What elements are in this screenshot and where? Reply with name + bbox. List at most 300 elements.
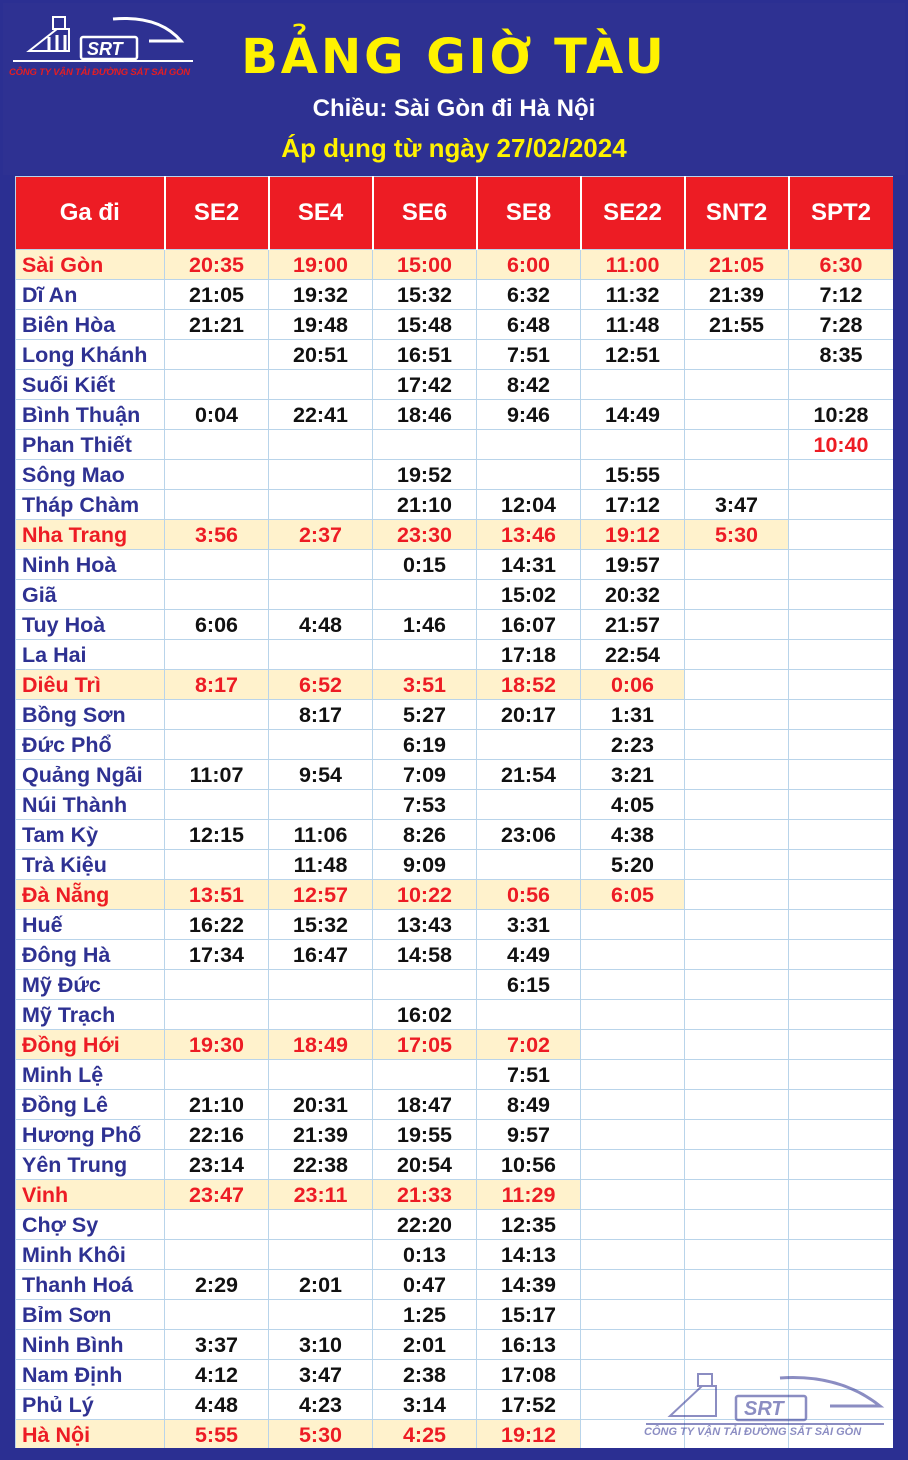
- departure-time: 4:49: [477, 940, 581, 970]
- departure-time: 20:31: [269, 1090, 373, 1120]
- departure-time: [685, 910, 789, 940]
- departure-time: [581, 1030, 685, 1060]
- table-row: [16, 1210, 894, 1240]
- effective-date: Áp dụng từ ngày 27/02/2024: [281, 133, 627, 163]
- station-name: Minh Lệ: [16, 1060, 165, 1090]
- timetable-body: [16, 250, 894, 1449]
- logo-caption: CÔNG TY VẬN TẢI ĐƯỜNG SẮT SÀI GÒN: [9, 67, 190, 78]
- departure-time: 16:22: [165, 910, 269, 940]
- departure-time: [165, 580, 269, 610]
- departure-time: [373, 430, 477, 460]
- departure-time: 21:05: [165, 280, 269, 310]
- departure-time: 9:54: [269, 760, 373, 790]
- departure-time: [269, 1060, 373, 1090]
- departure-time: [165, 1000, 269, 1030]
- departure-time: 4:25: [373, 1420, 477, 1449]
- station-name: Mỹ Trạch: [16, 1000, 165, 1030]
- table-row: [16, 970, 894, 1000]
- station-name: Sài Gòn: [16, 250, 165, 280]
- station-name: Bình Thuận: [16, 400, 165, 430]
- departure-time: [477, 430, 581, 460]
- departure-time: 6:15: [477, 970, 581, 1000]
- station-name: Suối Kiết: [16, 370, 165, 400]
- departure-time: [373, 640, 477, 670]
- departure-time: 2:37: [269, 520, 373, 550]
- table-header-row: [16, 177, 894, 250]
- departure-time: [789, 580, 894, 610]
- departure-time: [165, 1060, 269, 1090]
- major-station-row: [16, 1030, 894, 1060]
- departure-time: [685, 1270, 789, 1300]
- departure-time: [685, 970, 789, 1000]
- departure-time: 14:58: [373, 940, 477, 970]
- departure-time: [165, 370, 269, 400]
- departure-time: 12:04: [477, 490, 581, 520]
- departure-time: [789, 910, 894, 940]
- departure-time: 0:56: [477, 880, 581, 910]
- departure-time: [685, 580, 789, 610]
- departure-time: 18:46: [373, 400, 477, 430]
- departure-time: [789, 760, 894, 790]
- table-row: [16, 280, 894, 310]
- departure-time: [789, 1030, 894, 1060]
- logo-text: SRT: [87, 39, 123, 59]
- departure-time: 0:13: [373, 1240, 477, 1270]
- departure-time: 21:54: [477, 760, 581, 790]
- departure-time: [165, 460, 269, 490]
- departure-time: 13:46: [477, 520, 581, 550]
- departure-time: 17:18: [477, 640, 581, 670]
- departure-time: [269, 430, 373, 460]
- column-header-train: SNT2: [685, 177, 789, 250]
- major-station-row: [16, 1180, 894, 1210]
- departure-time: [581, 370, 685, 400]
- departure-time: [269, 460, 373, 490]
- departure-time: [477, 850, 581, 880]
- departure-time: 2:01: [269, 1270, 373, 1300]
- departure-time: 21:55: [685, 310, 789, 340]
- departure-time: [269, 640, 373, 670]
- departure-time: [789, 1240, 894, 1270]
- station-name: Núi Thành: [16, 790, 165, 820]
- direction-subtitle: Chiều: Sài Gòn đi Hà Nội: [312, 95, 596, 122]
- departure-time: 15:17: [477, 1300, 581, 1330]
- departure-time: 21:39: [269, 1120, 373, 1150]
- departure-time: 17:42: [373, 370, 477, 400]
- departure-time: [789, 970, 894, 1000]
- page-title: BẢNG GIỜ TÀU: [241, 29, 667, 85]
- departure-time: [269, 1300, 373, 1330]
- station-name: Đồng Hới: [16, 1030, 165, 1060]
- station-name: Vinh: [16, 1180, 165, 1210]
- departure-time: 22:16: [165, 1120, 269, 1150]
- departure-time: [685, 1090, 789, 1120]
- departure-time: [269, 550, 373, 580]
- header: [3, 3, 905, 175]
- departure-time: [789, 820, 894, 850]
- departure-time: 13:43: [373, 910, 477, 940]
- departure-time: 12:57: [269, 880, 373, 910]
- table-row: [16, 1000, 894, 1030]
- departure-time: [789, 610, 894, 640]
- departure-time: 1:46: [373, 610, 477, 640]
- departure-time: [789, 490, 894, 520]
- departure-time: 11:48: [581, 310, 685, 340]
- departure-time: 3:56: [165, 520, 269, 550]
- departure-time: [789, 790, 894, 820]
- departure-time: [373, 580, 477, 610]
- table-row: [16, 1300, 894, 1330]
- station-name: Long Khánh: [16, 340, 165, 370]
- departure-time: 21:39: [685, 280, 789, 310]
- table-row: [16, 370, 894, 400]
- departure-time: 10:28: [789, 400, 894, 430]
- station-name: Phủ Lý: [16, 1390, 165, 1420]
- departure-time: [269, 580, 373, 610]
- station-name: Tam Kỳ: [16, 820, 165, 850]
- departure-time: [581, 1090, 685, 1120]
- departure-time: [269, 790, 373, 820]
- station-name: Minh Khôi: [16, 1240, 165, 1270]
- station-name: Chợ Sy: [16, 1210, 165, 1240]
- departure-time: 20:35: [165, 250, 269, 280]
- station-name: Thanh Hoá: [16, 1270, 165, 1300]
- departure-time: 18:47: [373, 1090, 477, 1120]
- departure-time: [789, 640, 894, 670]
- departure-time: [165, 970, 269, 1000]
- departure-time: 4:23: [269, 1390, 373, 1420]
- departure-time: [269, 730, 373, 760]
- departure-time: [685, 1180, 789, 1210]
- departure-time: [165, 340, 269, 370]
- departure-time: [685, 1210, 789, 1240]
- station-name: Sông Mao: [16, 460, 165, 490]
- station-name: Biên Hòa: [16, 310, 165, 340]
- departure-time: 22:20: [373, 1210, 477, 1240]
- footer-logo-caption: CÔNG TY VẬN TẢI ĐƯỜNG SẮT SÀI GÒN: [644, 1426, 862, 1438]
- departure-time: [269, 370, 373, 400]
- departure-time: 2:29: [165, 1270, 269, 1300]
- departure-time: [581, 940, 685, 970]
- departure-time: [581, 1240, 685, 1270]
- table-row: [16, 1120, 894, 1150]
- departure-time: 21:10: [165, 1090, 269, 1120]
- departure-time: 14:39: [477, 1270, 581, 1300]
- table-row: [16, 340, 894, 370]
- departure-time: [165, 790, 269, 820]
- departure-time: 7:51: [477, 1060, 581, 1090]
- departure-time: 8:49: [477, 1090, 581, 1120]
- departure-time: 0:47: [373, 1270, 477, 1300]
- departure-time: 9:57: [477, 1120, 581, 1150]
- departure-time: [685, 940, 789, 970]
- departure-time: 22:38: [269, 1150, 373, 1180]
- departure-time: 2:01: [373, 1330, 477, 1360]
- column-header-train: SE2: [165, 177, 269, 250]
- departure-time: 17:12: [581, 490, 685, 520]
- departure-time: [581, 1060, 685, 1090]
- departure-time: [789, 370, 894, 400]
- departure-time: [789, 460, 894, 490]
- departure-time: 19:00: [269, 250, 373, 280]
- departure-time: [581, 910, 685, 940]
- departure-time: 7:51: [477, 340, 581, 370]
- departure-time: [165, 640, 269, 670]
- departure-time: 16:47: [269, 940, 373, 970]
- departure-time: [581, 1180, 685, 1210]
- departure-time: 4:05: [581, 790, 685, 820]
- station-name: Đông Hà: [16, 940, 165, 970]
- departure-time: 16:07: [477, 610, 581, 640]
- departure-time: [789, 1180, 894, 1210]
- departure-time: [477, 790, 581, 820]
- table-row: [16, 310, 894, 340]
- departure-time: [685, 1300, 789, 1330]
- departure-time: 11:29: [477, 1180, 581, 1210]
- departure-time: 21:10: [373, 490, 477, 520]
- train-station-watermark-icon: [640, 1372, 890, 1428]
- departure-time: 2:23: [581, 730, 685, 760]
- table-row: [16, 730, 894, 760]
- station-name: Mỹ Đức: [16, 970, 165, 1000]
- station-name: Phan Thiết: [16, 430, 165, 460]
- departure-time: 6:00: [477, 250, 581, 280]
- station-name: Nha Trang: [16, 520, 165, 550]
- table-row: [16, 940, 894, 970]
- departure-time: 11:00: [581, 250, 685, 280]
- departure-time: [165, 550, 269, 580]
- station-name: Hương Phố: [16, 1120, 165, 1150]
- departure-time: [477, 730, 581, 760]
- departure-time: 3:51: [373, 670, 477, 700]
- departure-time: 21:05: [685, 250, 789, 280]
- station-name: Tuy Hoà: [16, 610, 165, 640]
- column-header-train: SE6: [373, 177, 477, 250]
- departure-time: 14:31: [477, 550, 581, 580]
- departure-time: 15:55: [581, 460, 685, 490]
- departure-time: [685, 460, 789, 490]
- departure-time: 0:06: [581, 670, 685, 700]
- departure-time: [789, 1330, 894, 1360]
- departure-time: [685, 550, 789, 580]
- departure-time: [685, 1120, 789, 1150]
- table-row: [16, 1240, 894, 1270]
- departure-time: [789, 1210, 894, 1240]
- station-name: Nam Định: [16, 1360, 165, 1390]
- departure-time: 6:05: [581, 880, 685, 910]
- departure-time: [165, 850, 269, 880]
- departure-time: [789, 940, 894, 970]
- departure-time: 23:47: [165, 1180, 269, 1210]
- column-header-train: SE8: [477, 177, 581, 250]
- departure-time: 17:52: [477, 1390, 581, 1420]
- departure-time: [789, 1270, 894, 1300]
- station-name: Bồng Sơn: [16, 700, 165, 730]
- departure-time: [581, 1000, 685, 1030]
- station-name: Quảng Ngãi: [16, 760, 165, 790]
- departure-time: 7:53: [373, 790, 477, 820]
- departure-time: 8:42: [477, 370, 581, 400]
- departure-time: 0:15: [373, 550, 477, 580]
- departure-time: 2:38: [373, 1360, 477, 1390]
- station-name: Diêu Trì: [16, 670, 165, 700]
- table-row: [16, 1150, 894, 1180]
- departure-time: [477, 1000, 581, 1030]
- departure-time: 6:30: [789, 250, 894, 280]
- departure-time: 15:32: [269, 910, 373, 940]
- table-row: [16, 1270, 894, 1300]
- departure-time: 5:30: [685, 520, 789, 550]
- departure-time: [789, 670, 894, 700]
- table-row: [16, 490, 894, 520]
- footer-logo-text: SRT: [744, 1398, 784, 1420]
- departure-time: [789, 1090, 894, 1120]
- departure-time: [581, 1270, 685, 1300]
- departure-time: 4:38: [581, 820, 685, 850]
- departure-time: 11:48: [269, 850, 373, 880]
- departure-time: [685, 640, 789, 670]
- departure-time: 20:17: [477, 700, 581, 730]
- departure-time: [685, 670, 789, 700]
- station-name: Bỉm Sơn: [16, 1300, 165, 1330]
- departure-time: [373, 1060, 477, 1090]
- departure-time: 4:48: [165, 1390, 269, 1420]
- departure-time: 7:28: [789, 310, 894, 340]
- departure-time: 19:57: [581, 550, 685, 580]
- departure-time: [581, 1120, 685, 1150]
- station-name: Đức Phổ: [16, 730, 165, 760]
- departure-time: 8:17: [165, 670, 269, 700]
- departure-time: 17:34: [165, 940, 269, 970]
- departure-time: 3:47: [685, 490, 789, 520]
- departure-time: 14:49: [581, 400, 685, 430]
- departure-time: 20:51: [269, 340, 373, 370]
- departure-time: [581, 1150, 685, 1180]
- table-row: [16, 550, 894, 580]
- departure-time: [685, 1150, 789, 1180]
- departure-time: [789, 1000, 894, 1030]
- departure-time: [685, 400, 789, 430]
- departure-time: 4:12: [165, 1360, 269, 1390]
- table-row: [16, 910, 894, 940]
- departure-time: [685, 880, 789, 910]
- departure-time: 3:14: [373, 1390, 477, 1420]
- departure-time: 15:00: [373, 250, 477, 280]
- departure-time: 22:41: [269, 400, 373, 430]
- departure-time: 20:54: [373, 1150, 477, 1180]
- departure-time: [581, 1300, 685, 1330]
- station-name: Huế: [16, 910, 165, 940]
- departure-time: [789, 700, 894, 730]
- departure-time: 11:07: [165, 760, 269, 790]
- station-name: Ninh Bình: [16, 1330, 165, 1360]
- departure-time: [269, 490, 373, 520]
- table-row: [16, 640, 894, 670]
- departure-time: 11:32: [581, 280, 685, 310]
- departure-time: 5:20: [581, 850, 685, 880]
- departure-time: 6:52: [269, 670, 373, 700]
- departure-time: 15:48: [373, 310, 477, 340]
- departure-time: 20:32: [581, 580, 685, 610]
- table-row: [16, 790, 894, 820]
- major-station-row: [16, 670, 894, 700]
- table-row: [16, 1090, 894, 1120]
- departure-time: [685, 1240, 789, 1270]
- departure-time: [269, 1210, 373, 1240]
- departure-time: [685, 850, 789, 880]
- departure-time: 6:19: [373, 730, 477, 760]
- departure-time: 10:22: [373, 880, 477, 910]
- departure-time: 9:46: [477, 400, 581, 430]
- departure-time: [789, 1150, 894, 1180]
- departure-time: 0:04: [165, 400, 269, 430]
- departure-time: 22:54: [581, 640, 685, 670]
- departure-time: [789, 1060, 894, 1090]
- table-row: [16, 1330, 894, 1360]
- table-row: [16, 760, 894, 790]
- departure-time: [685, 430, 789, 460]
- departure-time: 7:12: [789, 280, 894, 310]
- departure-time: 5:55: [165, 1420, 269, 1449]
- column-header-train: SE22: [581, 177, 685, 250]
- departure-time: [685, 1000, 789, 1030]
- departure-time: 15:32: [373, 280, 477, 310]
- station-name: La Hai: [16, 640, 165, 670]
- departure-time: 7:09: [373, 760, 477, 790]
- departure-time: [165, 1300, 269, 1330]
- departure-time: [165, 730, 269, 760]
- departure-time: [477, 460, 581, 490]
- departure-time: 12:15: [165, 820, 269, 850]
- departure-time: [165, 430, 269, 460]
- departure-time: 18:52: [477, 670, 581, 700]
- departure-time: 17:05: [373, 1030, 477, 1060]
- major-station-row: [16, 250, 894, 280]
- departure-time: 21:21: [165, 310, 269, 340]
- departure-time: [685, 790, 789, 820]
- column-header-station: Ga đi: [16, 177, 165, 250]
- departure-time: 15:02: [477, 580, 581, 610]
- departure-time: 19:55: [373, 1120, 477, 1150]
- departure-time: 12:51: [581, 340, 685, 370]
- departure-time: [373, 970, 477, 1000]
- major-station-row: [16, 520, 894, 550]
- departure-time: 1:25: [373, 1300, 477, 1330]
- departure-time: 19:30: [165, 1030, 269, 1060]
- departure-time: 21:33: [373, 1180, 477, 1210]
- departure-time: 19:48: [269, 310, 373, 340]
- departure-time: [685, 1330, 789, 1360]
- departure-time: 8:17: [269, 700, 373, 730]
- footer-logo: [640, 1372, 890, 1446]
- departure-time: 16:51: [373, 340, 477, 370]
- station-name: Hà Nội: [16, 1420, 165, 1449]
- departure-time: 23:06: [477, 820, 581, 850]
- station-name: Giã: [16, 580, 165, 610]
- station-name: Yên Trung: [16, 1150, 165, 1180]
- departure-time: [165, 1240, 269, 1270]
- departure-time: 23:11: [269, 1180, 373, 1210]
- departure-time: 13:51: [165, 880, 269, 910]
- departure-time: [685, 610, 789, 640]
- departure-time: [269, 970, 373, 1000]
- departure-time: [685, 1030, 789, 1060]
- departure-time: [165, 490, 269, 520]
- departure-time: [789, 730, 894, 760]
- departure-time: 3:10: [269, 1330, 373, 1360]
- departure-time: [581, 1210, 685, 1240]
- departure-time: [165, 1210, 269, 1240]
